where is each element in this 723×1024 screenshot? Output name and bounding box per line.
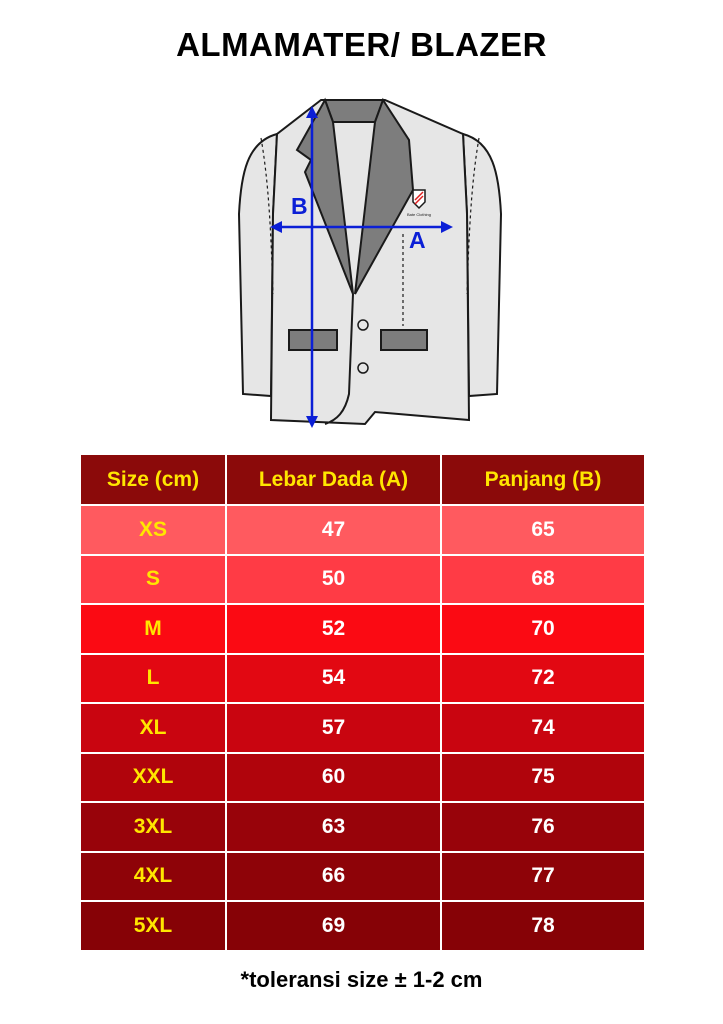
cell-size: L	[80, 654, 226, 704]
cell-length: 76	[441, 802, 645, 852]
table-row	[80, 802, 645, 852]
header-chest: Lebar Dada (A)	[226, 454, 441, 505]
cell-chest: 63	[226, 802, 441, 852]
cell-length: 68	[441, 555, 645, 605]
cell-size: 5XL	[80, 901, 226, 951]
cell-chest: 50	[226, 555, 441, 605]
cell-chest: 60	[226, 753, 441, 803]
blazer-diagram	[225, 94, 515, 434]
cell-size: M	[80, 604, 226, 654]
cell-length: 78	[441, 901, 645, 951]
cell-size: XL	[80, 703, 226, 753]
button-bottom	[358, 363, 368, 373]
cell-chest: 66	[226, 852, 441, 902]
label-a: A	[409, 227, 426, 253]
cell-length: 65	[441, 505, 645, 555]
header-size: Size (cm)	[80, 454, 226, 505]
table-row	[80, 555, 645, 605]
table-row	[80, 753, 645, 803]
cell-size: 3XL	[80, 802, 226, 852]
right-pocket	[381, 330, 427, 350]
cell-chest: 47	[226, 505, 441, 555]
size-table	[79, 453, 646, 952]
cell-size: S	[80, 555, 226, 605]
cell-size: 4XL	[80, 852, 226, 902]
cell-chest: 69	[226, 901, 441, 951]
label-b: B	[291, 193, 308, 219]
table-row	[80, 505, 645, 555]
cell-length: 75	[441, 753, 645, 803]
cell-length: 70	[441, 604, 645, 654]
page-title: ALMAMATER/ BLAZER	[176, 26, 547, 63]
cell-chest: 57	[226, 703, 441, 753]
table-row	[80, 852, 645, 902]
cell-length: 77	[441, 852, 645, 902]
button-top	[358, 320, 368, 330]
cell-chest: 52	[226, 604, 441, 654]
table-row	[80, 703, 645, 753]
table-header-row	[80, 454, 645, 505]
tolerance-note: *toleransi size ± 1-2 cm	[240, 967, 483, 992]
cell-chest: 54	[226, 654, 441, 704]
cell-length: 72	[441, 654, 645, 704]
cell-length: 74	[441, 703, 645, 753]
table-row	[80, 901, 645, 951]
cell-size: XXL	[80, 753, 226, 803]
cell-size: XS	[80, 505, 226, 555]
logo-text: Bate Clothing	[406, 212, 432, 217]
table-row	[80, 604, 645, 654]
header-length: Panjang (B)	[441, 454, 645, 505]
collar	[325, 100, 383, 122]
table-row	[80, 654, 645, 704]
